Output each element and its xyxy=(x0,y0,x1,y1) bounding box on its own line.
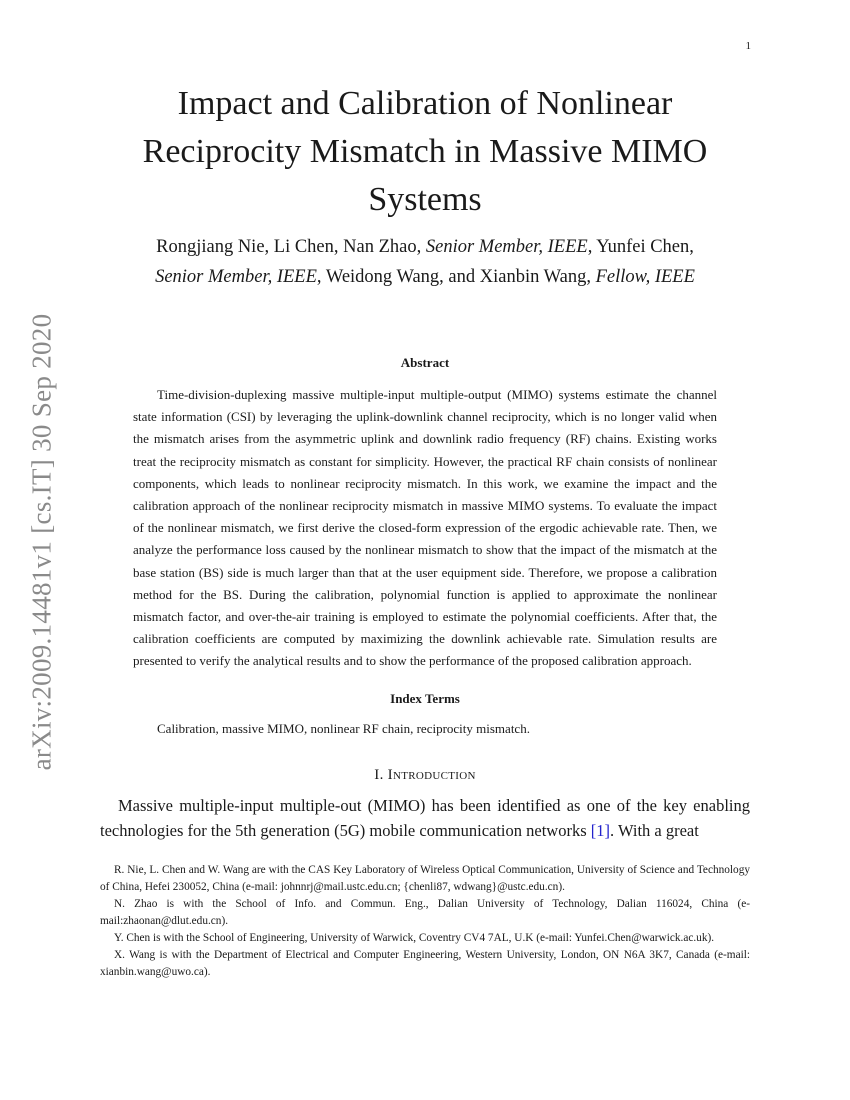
page-number: 1 xyxy=(745,40,751,52)
author-affiliation-grade: Senior Member, IEEE xyxy=(155,267,317,287)
title-line: Impact and Calibration of Nonlinear xyxy=(177,85,673,122)
introduction-paragraph xyxy=(100,793,750,843)
author-names: , Weidong Wang, and Xianbin Wang, xyxy=(316,267,596,287)
author-affiliation-grade: Fellow, IEEE xyxy=(595,267,695,287)
title-line: Reciprocity Mismatch in Massive MIMO xyxy=(142,133,708,170)
paper-title xyxy=(100,80,750,224)
abstract-text: Time-division-duplexing massive multiple-input multiple-output (MIMO) systems estimate the channel state information (CSI) by leveraging the uplink-downlink channel reciprocity, which is no longer valid when the mismatch arises from the asymmetric uplink and downlink radio frequency (RF) chains. Existing works treat the reciprocity mismatch as constant for simplicity. However, the practical RF chain consists of nonlinear components, which leads to nonlinear reciprocity mismatch. In this work, we examine the impact and the calibration approach of the nonlinear reciprocity mismatch in massive MIMO systems. To evaluate the impact of the nonlinear mismatch, we first derive the closed-form expression of the ergodic achievable rate. Then, we analyze the performance loss caused by the nonlinear mismatch to show that the impact of the mismatch at the base station (BS) side is much larger than that at the user equipment side. Therefore, we propose a calibration method for the BS. During the calibration, polynomial function is applied to approximate the nonlinear mismatch factor, and over-the-air training is employed to estimate the polynomial coefficients. After that, the calibration coefficients are computed by maximizing the downlink achievable rate. Simulation results are presented to verify the analytical results and to show the performance of the proposed calibration approach. xyxy=(133,387,717,669)
title-line: Systems xyxy=(368,181,482,218)
section-heading-introduction: I. Introduction xyxy=(374,767,476,783)
index-terms-text: Calibration, massive MIMO, nonlinear RF chain, reciprocity mismatch. xyxy=(157,721,530,736)
author-line xyxy=(100,232,750,262)
citation-link[interactable]: [1] xyxy=(590,821,610,840)
author-line xyxy=(100,262,750,292)
footnote: Y. Chen is with the School of Engineering, University of Warwick, Coventry CV4 7AL, U.K (e-mail: Yunfei.Chen@warwick.ac.uk). xyxy=(114,932,715,944)
index-terms-heading: Index Terms xyxy=(390,691,460,706)
footnote: R. Nie, L. Chen and W. Wang are with the CAS Key Laboratory of Wireless Optical Communication, University of Science and Technology of China, Hefei 230052, China (e-mail: johnnrj@mail.ustc.edu.cn; {chenli87, wdwang}@ustc.edu.cn). xyxy=(100,864,750,893)
author-names: , Yunfei Chen, xyxy=(587,237,694,257)
introduction-text: Massive multiple-input multiple-out (MIMO) has been identified as one of the key enabling technologies for the 5th generation (5G) mobile communication networks xyxy=(100,796,750,840)
arxiv-identifier-stamp: arXiv:2009.14481v1 [cs.IT] 30 Sep 2020 xyxy=(26,313,57,771)
footnote: N. Zhao is with the School of Info. and Commun. Eng., Dalian University of Technology, Dalian 116024, China (e-mail:zhaonan@dlut.edu.cn). xyxy=(100,898,750,927)
author-list xyxy=(100,232,750,292)
author-names: Rongjiang Nie, Li Chen, Nan Zhao, xyxy=(156,237,426,257)
introduction-text: . With a great xyxy=(610,821,699,840)
abstract-heading: Abstract xyxy=(400,355,450,370)
author-affiliation-grade: Senior Member, IEEE xyxy=(425,237,588,257)
author-footnotes xyxy=(100,862,750,981)
footnote: X. Wang is with the Department of Electrical and Computer Engineering, Western University, London, ON N6A 3K7, Canada (e-mail: xianbin.wang@uwo.ca). xyxy=(100,949,750,978)
